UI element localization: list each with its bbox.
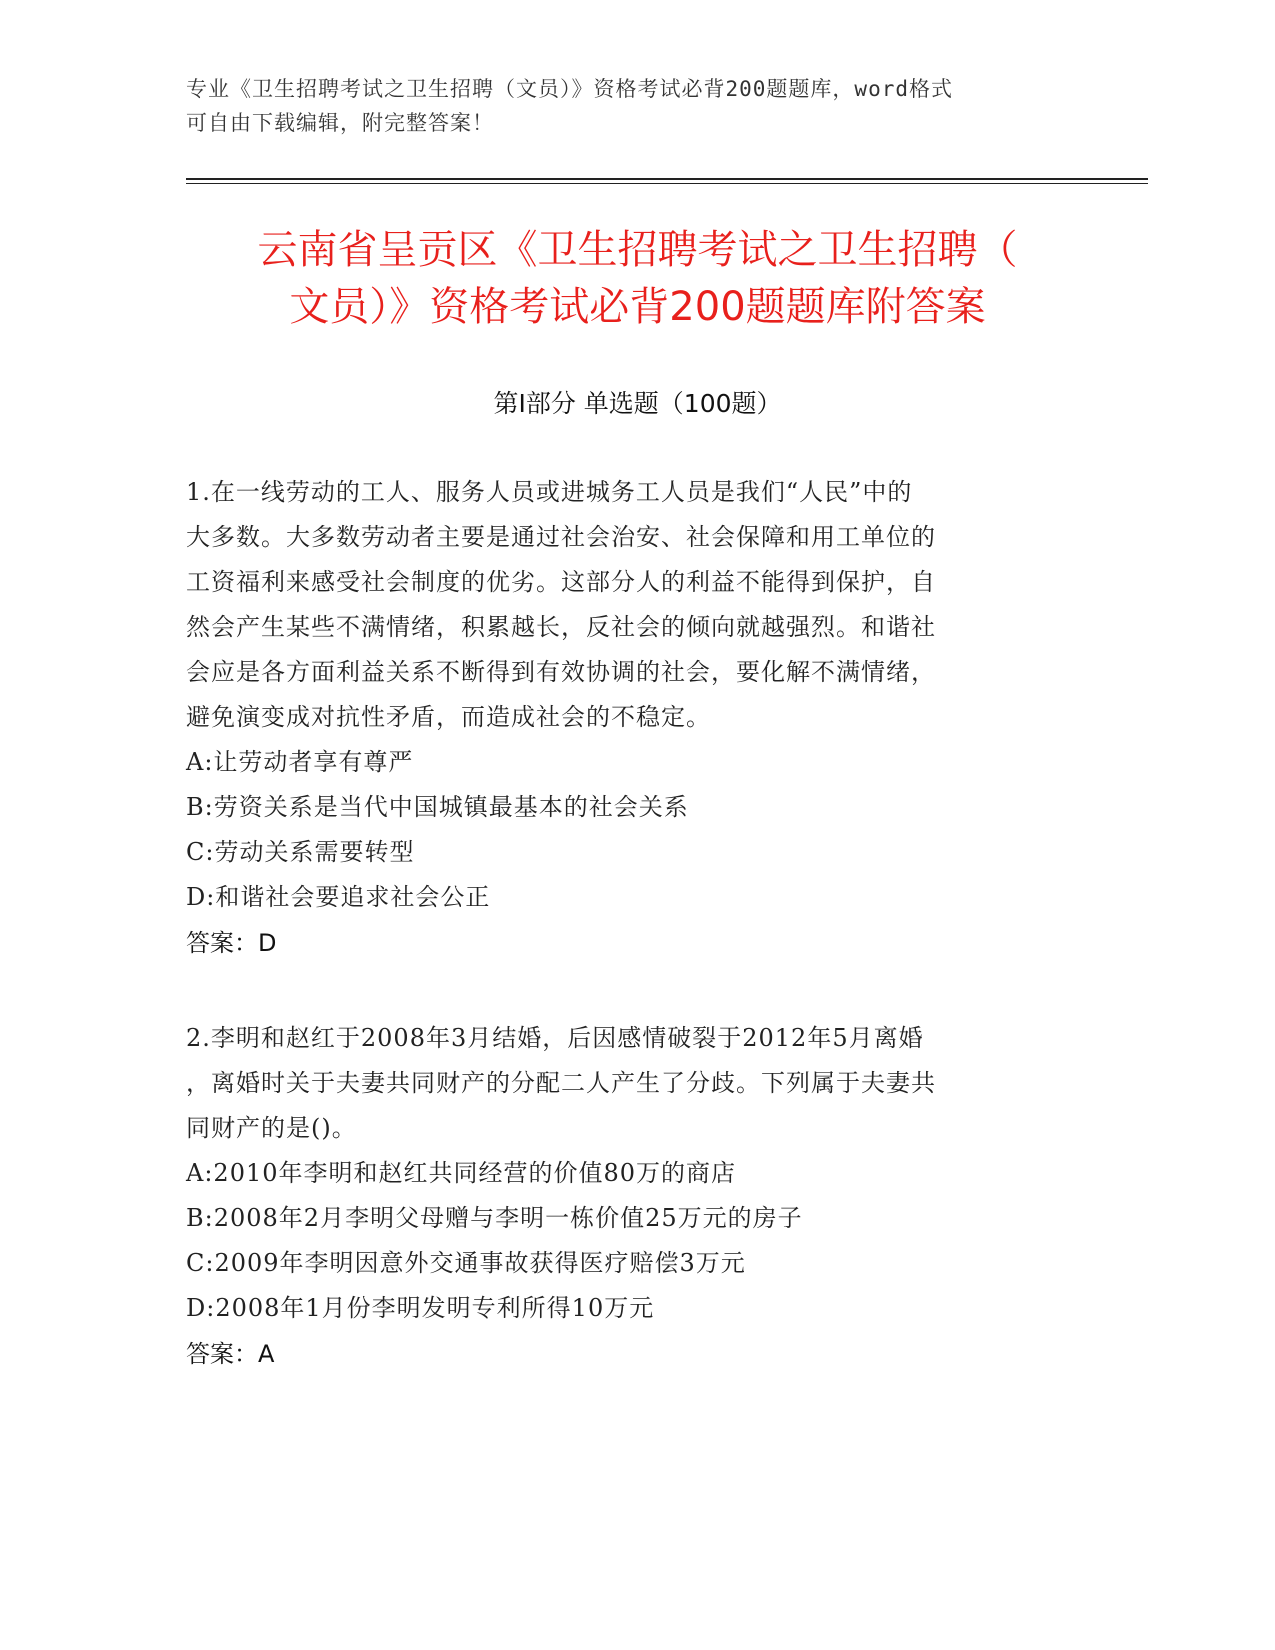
section-heading: 第Ⅰ部分 单选题（100题）: [493, 389, 782, 418]
option-d: D:2008年1月份李明发明专利所得10万元: [186, 1294, 655, 1322]
question-stem-line: ，离婚时关于夫妻共同财产的分配二人产生了分歧。下列属于夫妻共: [186, 1069, 936, 1097]
question-stem-line: 1.在一线劳动的工人、服务人员或进城务工人员是我们“人民”中的: [186, 478, 913, 506]
header-note: [186, 72, 1066, 140]
option-b: B:劳资关系是当代中国城镇最基本的社会关系: [186, 793, 689, 821]
option-a: A:让劳动者享有尊严: [186, 748, 414, 776]
question-stem-line: 会应是各方面利益关系不断得到有效协调的社会，要化解不满情绪，: [186, 658, 936, 686]
option-d: D:和谐社会要追求社会公正: [186, 883, 491, 911]
question-stem-line: 工资福利来感受社会制度的优劣。这部分人的利益不能得到保护，自: [186, 568, 936, 596]
question-stem-line: 2.李明和赵红于2008年3月结婚，后因感情破裂于2012年5月离婚: [186, 1024, 924, 1052]
document-title: [160, 222, 1115, 336]
option-a: A:2010年李明和赵红共同经营的价值80万的商店: [186, 1159, 737, 1187]
question-stem-line: 大多数。大多数劳动者主要是通过社会治安、社会保障和用工单位的: [186, 523, 936, 551]
document-title-line-1: 云南省呈贡区《卫生招聘考试之卫生招聘（: [257, 227, 1018, 273]
question-2: [186, 1016, 1061, 1377]
document-title-line-2: 文员）》资格考试必背200题题库附答案: [289, 284, 986, 330]
header-rule-thin: [186, 183, 1148, 184]
option-c: C:劳动关系需要转型: [186, 838, 415, 866]
header-rule-thick: [186, 178, 1148, 180]
header-note-line-2: 可自由下载编辑，附完整答案！: [186, 111, 494, 135]
option-c: C:2009年李明因意外交通事故获得医疗赔偿3万元: [186, 1249, 746, 1277]
answer: 答案：D: [186, 929, 277, 957]
question-stem-line: 然会产生某些不满情绪，积累越长，反社会的倾向就越强烈。和谐社: [186, 613, 936, 641]
question-stem-line: 避免演变成对抗性矛盾，而造成社会的不稳定。: [186, 703, 711, 731]
header-note-line-1: 专业《卫生招聘考试之卫生招聘（文员）》资格考试必背200题题库，word格式: [186, 77, 953, 101]
question-1: [186, 470, 1061, 966]
answer: 答案：A: [186, 1340, 275, 1368]
question-stem-line: 同财产的是()。: [186, 1114, 357, 1142]
option-b: B:2008年2月李明父母赠与李明一栋价值25万元的房子: [186, 1204, 803, 1232]
